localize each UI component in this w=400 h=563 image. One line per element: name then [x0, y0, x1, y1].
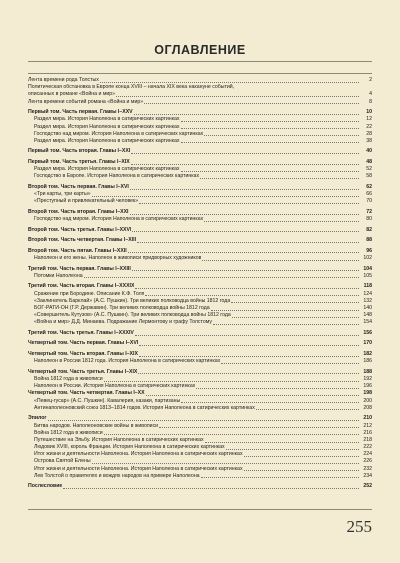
toc-dot-leader: [244, 470, 359, 471]
toc-section-heading[interactable]: [28, 109, 372, 116]
toc-entry-page: 38: [366, 137, 372, 144]
toc-entry[interactable]: [28, 423, 372, 430]
toc-section-heading[interactable]: [28, 369, 372, 376]
toc-entry-title: Четвертый том. Часть первая. Главы I–XVI: [28, 340, 139, 347]
toc-dot-leader: [204, 221, 359, 222]
toc-dot-leader: [130, 214, 360, 215]
toc-entry-page: 188: [363, 368, 372, 375]
toc-entry-title: Лев Толстой о правителях и вождях народов на примере Наполеона: [34, 472, 200, 479]
toc-entry-title: «Совершитель Кутузов» (А.С. Пушкин). Три великих полководца войны 1812 года: [34, 312, 231, 319]
toc-entry-page: 208: [363, 404, 372, 411]
toc-dot-leader: [92, 196, 359, 197]
toc-entry-page: 48: [366, 159, 372, 166]
toc-entry-title: Третий том. Часть первая. Главы I–XXIII: [28, 265, 131, 272]
toc-dot-leader: [138, 373, 359, 374]
toc-entry-title: Антинаполеоновский союз 1813–1814 годов. История Наполеона в сатирических картинках: [34, 404, 255, 411]
toc-entry-page: 104: [363, 265, 372, 272]
toc-dot-leader: [231, 302, 359, 303]
toc-entry-page: 28: [366, 130, 372, 137]
toc-entry-page: 234: [363, 472, 372, 479]
toc-dot-leader: [131, 153, 359, 154]
toc-dot-leader: [226, 449, 359, 450]
toc-entry-title: Лента времени рода Толстых: [28, 76, 99, 83]
toc-dot-leader: [145, 295, 359, 296]
toc-entry[interactable]: [28, 173, 372, 180]
title-divider-bottom: [28, 73, 372, 74]
toc-dot-leader: [204, 135, 359, 136]
toc-entry-page: 8: [369, 98, 372, 105]
toc-entry-page: 186: [363, 358, 372, 365]
toc-section-heading[interactable]: [28, 330, 372, 337]
toc-entry-page: 218: [363, 436, 372, 443]
toc-entry-page: 4: [369, 91, 372, 98]
toc-entry-title: «Преступный и привлекательный человек»: [34, 198, 139, 205]
toc-section-heading[interactable]: [28, 351, 372, 358]
toc-entry[interactable]: [28, 131, 372, 138]
toc-dot-leader: [181, 171, 359, 172]
table-of-contents: [28, 77, 372, 491]
toc-entry[interactable]: [28, 458, 372, 465]
toc-entry-title: «Война и мир» Д.Д. Минаева. Подражание Лермонтову и графу Толстому: [34, 319, 212, 326]
toc-dot-leader: [202, 260, 359, 261]
toc-entry-page: 96: [366, 247, 372, 254]
toc-entry-title: Сражение при Бородине. Описание К.Ф. Толя: [34, 290, 145, 297]
toc-entry[interactable]: [28, 312, 372, 319]
toc-section-heading[interactable]: [28, 159, 372, 166]
toc-entry-page: 22: [366, 123, 372, 130]
toc-dot-leader: [211, 310, 359, 311]
toc-section-heading[interactable]: [28, 237, 372, 244]
toc-dot-leader: [48, 420, 359, 421]
toc-dot-leader: [256, 409, 359, 410]
toc-dot-leader: [139, 203, 359, 204]
toc-entry-page: 132: [363, 297, 372, 304]
toc-entry-page: 212: [363, 422, 372, 429]
toc-entry[interactable]: [28, 319, 372, 326]
toc-entry[interactable]: [28, 376, 372, 383]
page-title: ОГЛАВЛЕНИЕ: [154, 43, 246, 57]
toc-dot-leader: [181, 402, 359, 403]
toc-entry[interactable]: [28, 166, 372, 173]
toc-dot-leader: [104, 434, 359, 435]
toc-dot-leader: [134, 114, 359, 115]
toc-entry-title: Раздел мира. История Наполеона в сатирических картинках: [34, 123, 180, 130]
toc-entry-page: 40: [366, 148, 372, 155]
toc-section-heading[interactable]: [28, 209, 372, 216]
toc-dot-leader: [200, 178, 359, 179]
toc-entry-page: 2: [369, 76, 372, 83]
toc-entry-page: 62: [366, 183, 372, 190]
toc-entry[interactable]: [28, 77, 372, 84]
toc-entry-page: 105: [363, 272, 372, 279]
toc-entry[interactable]: [28, 383, 372, 390]
toc-entry-page: 196: [363, 383, 372, 390]
toc-entry[interactable]: [28, 398, 372, 405]
toc-dot-leader: [132, 231, 359, 232]
toc-entry[interactable]: [28, 216, 372, 223]
toc-entry-page: 148: [363, 312, 372, 319]
toc-entry-title: Лента времени событий романа «Война и мир»: [28, 98, 144, 105]
toc-entry-page: 232: [363, 465, 372, 472]
toc-entry[interactable]: [28, 451, 372, 458]
toc-entry-page: 66: [366, 191, 372, 198]
toc-entry-title: Итог жизни и деятельности Наполеона. История Наполеона в сатирических картинках: [34, 465, 243, 472]
toc-entry[interactable]: [28, 444, 372, 451]
toc-entry-title: Четвертый том. Часть вторая. Главы I–XIX: [28, 351, 138, 358]
toc-entry-page: 10: [366, 109, 372, 116]
title-divider-top: [28, 61, 372, 62]
toc-entry-page: 156: [363, 329, 372, 336]
toc-dot-leader: [137, 242, 359, 243]
toc-dot-leader: [104, 381, 359, 382]
toc-entry-title: «Певец-гусар» (А.С. Пушкин). Кавалерия, казаки, партизаны: [34, 397, 181, 404]
toc-entry-page: 252: [363, 483, 372, 490]
toc-entry[interactable]: [28, 198, 372, 205]
toc-entry-title: Второй том. Часть вторая. Главы I–XXI: [28, 208, 129, 215]
toc-entry[interactable]: [28, 124, 372, 131]
toc-dot-leader: [196, 388, 359, 389]
toc-entry-title: Наполеон в России 1812 года. История Наполеона в сатирических картинках: [34, 358, 221, 365]
toc-entry-page: 70: [366, 198, 372, 205]
toc-entry[interactable]: [28, 91, 372, 98]
toc-entry-title: Второй том. Часть третья. Главы I–XXVI: [28, 226, 132, 233]
toc-entry-title: Господство над миром. История Наполеона в сатирических картинках: [34, 216, 204, 223]
toc-entry-title: Четвертый том. Часть четвертая. Главы I–XX: [28, 390, 145, 397]
toc-entry-title: Эпилог: [28, 415, 47, 422]
toc-entry-page: 140: [363, 304, 372, 311]
toc-entry-page: 200: [363, 397, 372, 404]
toc-entry-page: 154: [363, 319, 372, 326]
toc-section-heading[interactable]: [28, 266, 372, 273]
toc-entry-title: «Три карты, три карты»: [34, 191, 91, 198]
toc-entry-title: Раздел мира. История Наполеона в сатирических картинках: [34, 116, 180, 123]
toc-entry-title: Политическая обстановка в Европе конца XVIII – начала XIX века накануне событий,: [28, 84, 235, 91]
toc-entry-title: «Заклинатель Барклай» (А.С. Пушкин). Три великих полководца войны 1812 года: [34, 297, 231, 304]
toc-dot-leader: [63, 488, 359, 489]
toc-entry[interactable]: [28, 437, 372, 444]
toc-dot-leader: [139, 345, 359, 346]
toc-dot-leader: [159, 427, 359, 428]
toc-entry[interactable]: [28, 358, 372, 365]
toc-entry[interactable]: [28, 255, 372, 262]
toc-dot-leader: [84, 277, 359, 278]
toc-entry-page: 118: [363, 283, 372, 290]
toc-entry[interactable]: [28, 273, 372, 280]
toc-entry-title: Первый том. Часть третья. Главы I–XIX: [28, 159, 130, 166]
toc-entry-title: Третий том. Часть вторая. Главы I–XXXIX: [28, 283, 135, 290]
toc-dot-leader: [131, 164, 359, 165]
toc-entry-title: Второй том. Часть первая. Главы I–XVI: [28, 183, 129, 190]
toc-section-heading[interactable]: [28, 341, 372, 348]
toc-section-heading[interactable]: [28, 148, 372, 155]
toc-entry[interactable]: [28, 138, 372, 145]
toc-dot-leader: [144, 103, 359, 104]
toc-entry-title: Острова Святой Елены: [34, 458, 91, 465]
toc-dot-leader: [130, 189, 359, 190]
toc-dot-leader: [221, 363, 359, 364]
toc-entry-title: Господство над миром. История Наполеона в сатирических картинках: [34, 130, 204, 137]
toc-entry-page: 170: [363, 340, 372, 347]
toc-entry-title: Битва народов. Наполеоновские войны в живописи: [34, 422, 159, 429]
toc-dot-leader: [132, 270, 359, 271]
toc-section-heading[interactable]: [28, 415, 372, 422]
toc-entry-page: 226: [363, 458, 372, 465]
toc-section-heading[interactable]: [28, 283, 372, 290]
toc-entry-title: Раздел мира. История Наполеона в сатирических картинках: [34, 166, 180, 173]
toc-entry-title: Второй том. Часть четвертая. Главы I–XIII: [28, 237, 137, 244]
toc-entry-title: Потомки Наполеона: [34, 272, 83, 279]
toc-entry-page: 82: [366, 226, 372, 233]
toc-entry-title: Второй том. Часть пятая. Главы I–XXII: [28, 247, 127, 254]
toc-dot-leader: [181, 128, 359, 129]
toc-entry[interactable]: [28, 473, 372, 480]
toc-entry-title: Наполеон и его жены. Наполеон в живописи придворных художников: [34, 255, 202, 262]
bottom-divider: [28, 509, 372, 510]
toc-entry-page: 192: [363, 376, 372, 383]
toc-entry-page: 88: [366, 237, 372, 244]
toc-dot-leader: [244, 456, 359, 457]
toc-entry-title: Война 1812 года в живописи: [34, 429, 103, 436]
toc-dot-leader: [205, 442, 359, 443]
toc-entry[interactable]: [28, 305, 372, 312]
toc-entry-page: 58: [366, 173, 372, 180]
toc-entry-page: 102: [363, 255, 372, 262]
toc-dot-leader: [92, 463, 359, 464]
toc-entry-title: Война 1812 года в живописи: [34, 376, 103, 383]
toc-section-heading[interactable]: [28, 184, 372, 191]
toc-entry-title: Третий том. Часть третья. Главы I–XXXIV: [28, 329, 134, 336]
toc-entry[interactable]: [28, 84, 372, 91]
toc-dot-leader: [201, 477, 359, 478]
toc-dot-leader: [128, 252, 359, 253]
toc-entry-title: описанных в романе «Война и мир»: [28, 91, 116, 98]
toc-section-heading[interactable]: [28, 390, 372, 397]
toc-entry[interactable]: [28, 116, 372, 123]
toc-dot-leader: [116, 96, 359, 97]
toc-entry-page: 222: [363, 444, 372, 451]
toc-dot-leader: [135, 288, 359, 289]
toc-entry-page: 182: [363, 351, 372, 358]
toc-entry[interactable]: [28, 191, 372, 198]
toc-dot-leader: [181, 142, 359, 143]
toc-entry-title: Раздел мира. История Наполеона в сатирических картинках: [34, 137, 180, 144]
toc-entry[interactable]: [28, 298, 372, 305]
toc-dot-leader: [213, 324, 359, 325]
toc-entry-title: Итог жизни и деятельности Наполеона. История Наполеона в сатирических картинках: [34, 451, 243, 458]
toc-dot-leader: [139, 356, 359, 357]
toc-entry-title: Господство в Европе. История Наполеона в сатирических картинках: [34, 173, 200, 180]
toc-section-heading[interactable]: [28, 248, 372, 255]
toc-dot-leader: [181, 121, 359, 122]
toc-entry-title: Путешествие на Эльбу. История Наполеона в сатирических картинках: [34, 436, 204, 443]
toc-entry[interactable]: [28, 291, 372, 298]
toc-entry[interactable]: [28, 466, 372, 473]
toc-entry[interactable]: [28, 430, 372, 437]
toc-entry-page: 80: [366, 216, 372, 223]
toc-dot-leader: [146, 395, 359, 396]
toc-entry-page: 124: [363, 290, 372, 297]
toc-entry-page: 198: [363, 390, 372, 397]
toc-section-heading[interactable]: [28, 483, 372, 490]
toc-section-heading[interactable]: [28, 227, 372, 234]
toc-entry-title: Наполеон в России. История Наполеона в сатирических картинках: [34, 383, 196, 390]
toc-entry-page: 72: [366, 208, 372, 215]
toc-entry-page: 52: [366, 166, 372, 173]
toc-entry-title: Людовик XVIII, король Франции. История Наполеона в сатирических картинках: [34, 444, 225, 451]
toc-entry[interactable]: [28, 99, 372, 106]
page-number: 255: [346, 517, 372, 536]
toc-entry-title: Первый том. Часть вторая. Главы I–XXI: [28, 148, 131, 155]
toc-entry-title: Четвертый том. Часть третья. Главы I–XIX: [28, 368, 138, 375]
toc-dot-leader: [135, 335, 359, 336]
toc-entry-page: 224: [363, 451, 372, 458]
toc-dot-leader: [100, 82, 359, 83]
toc-entry-page: 216: [363, 429, 372, 436]
toc-dot-leader: [232, 317, 359, 318]
toc-entry-title: Первый том. Часть первая. Главы I–XXV: [28, 109, 133, 116]
toc-entry-page: 12: [366, 116, 372, 123]
toc-entry-title: БОГ-РАТИ-ОН (Г.Р. Державин). Три великих полководца войны 1812 года: [34, 304, 210, 311]
toc-entry[interactable]: [28, 405, 372, 412]
toc-entry-page: 210: [363, 415, 372, 422]
toc-entry-title: Послесловие: [28, 483, 63, 490]
